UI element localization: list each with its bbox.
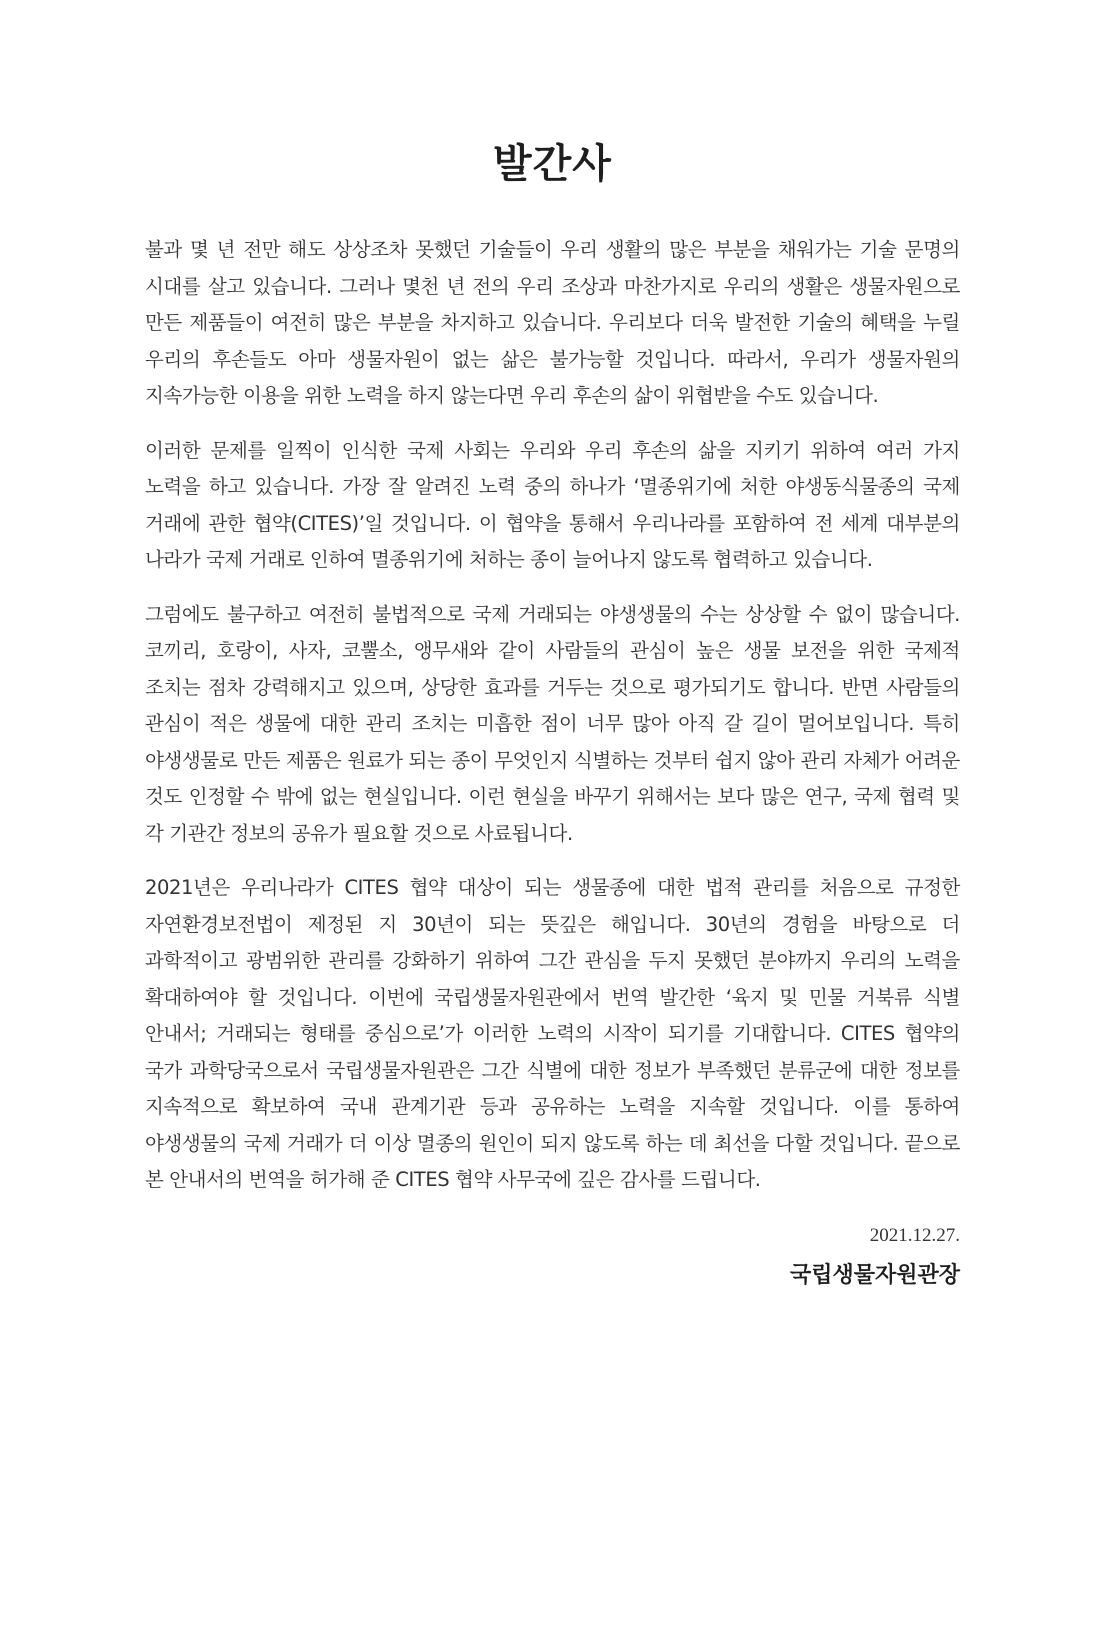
paragraph-1: 불과 몇 년 전만 해도 상상조차 못했던 기술들이 우리 생활의 많은 부분을 채워가는 기술 문명의 시대를 살고 있습니다. 그러나 몇천 년 전의 우리 조상과 마찬가지로 우리의 생활은 생물자원으로 만든 제품들이 여전히 많은 부분을 차지하고 있습니다. 우리보다 더욱 발전한 기술의 혜택을 누릴 우리의 후손들도 아마 생물자원이 없는 삶은 불가능할 것입니다. 따라서, 우리가 생물자원의 지속가능한 이용을 위한 노력을 하지 않는다면 우리 후손의 삶이 위협받을 수도 있습니다. bbox=[145, 238, 960, 407]
preface-page bbox=[145, 140, 960, 1291]
paragraph-3: 그럼에도 불구하고 여전히 불법적으로 국제 거래되는 야생생물의 수는 상상할 수 없이 많습니다. 코끼리, 호랑이, 사자, 코뿔소, 앵무새와 같이 사람들의 관심이 높은 생물 보전을 위한 국제적 조치는 점차 강력해지고 있으며, 상당한 효과를 거두는 것으로 평가되기도 합니다. 반면 사람들의 관심이 적은 생물에 대한 관리 조치는 미흡한 점이 너무 많아 아직 갈 길이 멀어보입니다. 특히 야생생물로 만든 제품은 원료가 되는 종이 무엇인지 식별하는 것부터 쉽지 않아 관리 자체가 어려운 것도 인정할 수 밖에 없는 현실입니다. 이런 현실을 바꾸기 위해서는 보다 많은 연구, 국제 협력 및 각 기관간 정보의 공유가 필요할 것으로 사료됩니다. bbox=[145, 602, 960, 845]
paragraph-4: 2021년은 우리나라가 CITES 협약 대상이 되는 생물종에 대한 법적 관리를 처음으로 규정한 자연환경보전법이 제정된 지 30년이 되는 뜻깊은 해입니다. 30년의 경험을 바탕으로 더 과학적이고 광범위한 관리를 강화하기 위하여 그간 관심을 두지 못했던 분야까지 우리의 노력을 확대하여야 할 것입니다. 이번에 국립생물자원관에서 번역 발간한 ‘육지 및 민물 거북류 식별 안내서; 거래되는 형태를 중심으로’가 이러한 노력의 시작이 되기를 기대합니다. CITES 협약의 국가 과학당국으로서 국립생물자원관은 그간 식별에 대한 정보가 부족했던 분류군에 대한 정보를 지속적으로 확보하여 국내 관계기관 등과 공유하는 노력을 지속할 것입니다. 이를 통하여 야생생물의 국제 거래가 더 이상 멸종의 원인이 되지 않도록 하는 데 최선을 다할 것입니다. 끝으로 본 안내서의 번역을 허가해 준 CITES 협약 사무국에 깊은 감사를 드립니다. bbox=[145, 876, 960, 1191]
paragraph-2: 이러한 문제를 일찍이 인식한 국제 사회는 우리와 우리 후손의 삶을 지키기 위하여 여러 가지 노력을 하고 있습니다. 가장 잘 알려진 노력 중의 하나가 ‘멸종위기에 처한 야생동식물종의 국제 거래에 관한 협약(CITES)’일 것입니다. 이 협약을 통해서 우리나라를 포함하여 전 세계 대부분의 나라가 국제 거래로 인하여 멸종위기에 처하는 종이 늘어나지 않도록 협력하고 있습니다. bbox=[145, 438, 960, 571]
page-title: 발간사 bbox=[493, 141, 612, 187]
publication-date: 2021.12.27. bbox=[869, 1224, 960, 1246]
signature: 국립생물자원관장 bbox=[789, 1262, 960, 1288]
